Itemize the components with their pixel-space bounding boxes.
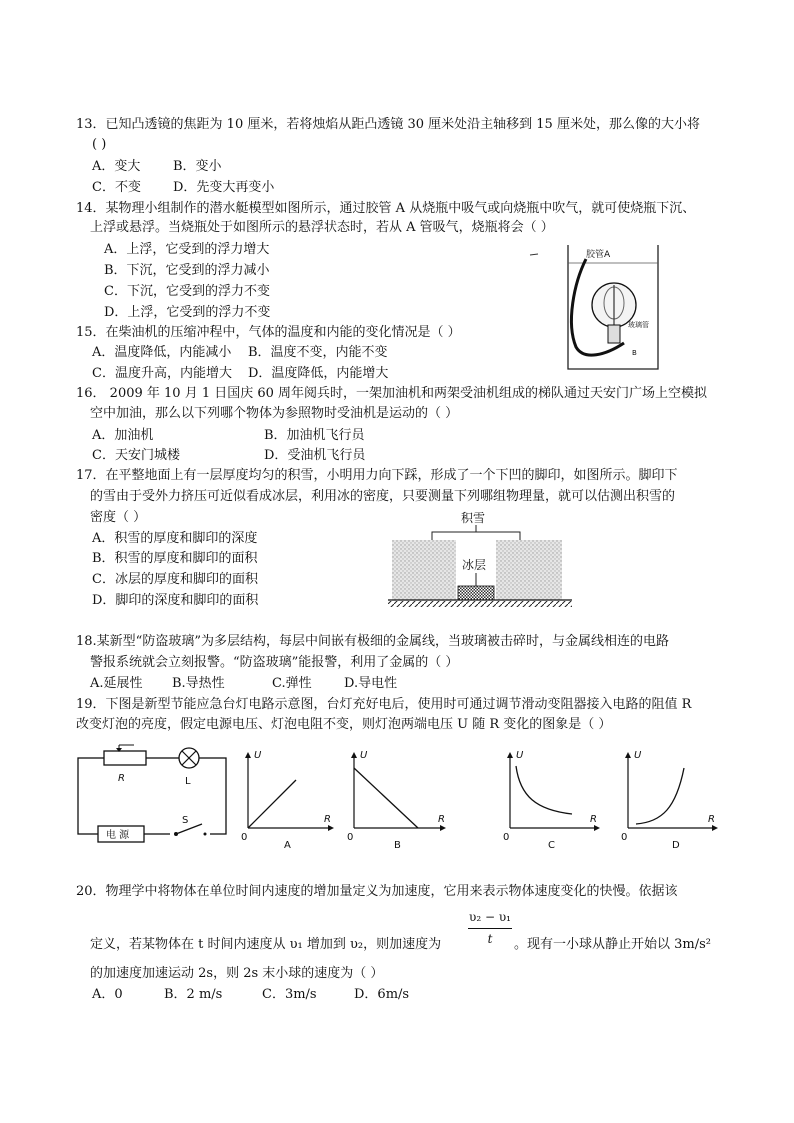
q17-option-b[interactable]: B．积雪的厚度和脚印的面积 bbox=[92, 551, 258, 566]
q14-option-c[interactable]: C．下沉，它受到的浮力不变 bbox=[104, 284, 270, 299]
graph-c bbox=[502, 744, 606, 852]
submarine-model-figure bbox=[528, 243, 660, 373]
acceleration-formula-denominator: t bbox=[487, 932, 493, 946]
ice-label: 冰层 bbox=[462, 558, 487, 572]
q19-stem-line1: 19．下图是新型节能应急台灯电路示意图，台灯充好电后，使用时可通过调节滑动变阻器接入电路的阻值 R bbox=[76, 697, 692, 712]
graph-b-caption[interactable]: B bbox=[394, 840, 401, 851]
q15-option-a[interactable]: A．温度降低，内能减小 bbox=[92, 345, 232, 360]
graph-a bbox=[240, 744, 340, 852]
q20-option-b[interactable]: B．2 m/s bbox=[164, 987, 223, 1002]
q20-option-c[interactable]: C．3m/s bbox=[262, 987, 317, 1002]
q16-option-b[interactable]: B．加油机飞行员 bbox=[264, 428, 365, 443]
q20-stem-line2-pre: 定义，若某物体在 t 时间内速度从 υ₁ 增加到 υ₂，则加速度为 bbox=[90, 937, 442, 952]
q19-stem-line2: 改变灯泡的亮度，假定电源电压、灯泡电阻不变，则灯泡两端电压 U 随 R 变化的图象是（ ） bbox=[76, 717, 612, 732]
tube-a-label: 胶管A bbox=[586, 250, 611, 260]
q17-stem-line2: 的雪由于受外力挤压可近似看成冰层，利用冰的密度，只要测量下列哪组物理量，就可以估测出积雪的 bbox=[90, 489, 676, 504]
q17-option-c[interactable]: C．冰层的厚度和脚印的面积 bbox=[92, 572, 258, 587]
q14-stem-line2: 上浮或悬浮。当烧瓶处于如图所示的悬浮状态时，若从 A 管吸气，烧瓶将会（ ） bbox=[90, 220, 554, 235]
q13-option-a[interactable]: A．变大 bbox=[92, 159, 141, 174]
q17-stem-line3: 密度（ ） bbox=[90, 510, 147, 525]
q17-stem-line1: 17．在平整地面上有一层厚度均匀的积雪，小明用力向下踩，形成了一个下凹的脚印，如图所示。脚印下 bbox=[76, 468, 678, 483]
acceleration-formula-numerator: υ₂ − υ₁ bbox=[469, 910, 511, 924]
q16-stem-line1: 16． 2009 年 10 月 1 日国庆 60 周年阅兵时，一架加油机和两架受油机组成的梯队通过天安门广场上空模拟 bbox=[76, 386, 708, 401]
graph-a-origin: 0 bbox=[241, 832, 248, 843]
lamp-circuit-figure bbox=[74, 744, 238, 848]
graph-c-r-label: R bbox=[590, 814, 597, 825]
resistor-label: R bbox=[118, 773, 125, 784]
graph-d-caption[interactable]: D bbox=[672, 840, 680, 851]
q18-option-a[interactable]: A.延展性 bbox=[90, 676, 143, 691]
q14-option-a[interactable]: A．上浮，它受到的浮力增大 bbox=[104, 242, 270, 257]
q16-option-a[interactable]: A．加油机 bbox=[92, 428, 154, 443]
graph-d-origin: 0 bbox=[621, 832, 628, 843]
graph-a-u-label: U bbox=[254, 750, 262, 761]
q13-stem-line1: 13．已知凸透镜的焦距为 10 厘米，若将烛焰从距凸透镜 30 厘米处沿主轴移到 15 厘米处，那么像的大小将 bbox=[76, 117, 700, 132]
q15-option-d[interactable]: D．温度降低，内能增大 bbox=[248, 366, 389, 381]
fraction-bar bbox=[468, 928, 512, 929]
q20-stem-line3: 的加速度加速运动 2s，则 2s 末小球的速度为（ ） bbox=[90, 966, 384, 981]
graph-c-u-label: U bbox=[516, 750, 524, 761]
q17-option-d[interactable]: D．脚印的深度和脚印的面积 bbox=[92, 593, 259, 608]
graph-b bbox=[346, 744, 452, 852]
q16-option-d[interactable]: D．受油机飞行员 bbox=[264, 448, 366, 463]
q16-option-c[interactable]: C．天安门城楼 bbox=[92, 448, 180, 463]
graph-b-r-label: R bbox=[438, 814, 445, 825]
q18-option-c[interactable]: C.弹性 bbox=[272, 676, 312, 691]
graph-c-origin: 0 bbox=[503, 832, 510, 843]
q14-option-b[interactable]: B．下沉，它受到的浮力减小 bbox=[104, 263, 270, 278]
q14-option-d[interactable]: D．上浮，它受到的浮力不变 bbox=[104, 305, 271, 320]
q13-option-d[interactable]: D．先变大再变小 bbox=[173, 180, 275, 195]
q15-option-c[interactable]: C．温度升高，内能增大 bbox=[92, 366, 232, 381]
graph-a-r-label: R bbox=[324, 814, 331, 825]
graph-c-caption[interactable]: C bbox=[548, 840, 555, 851]
snow-footprint-figure bbox=[388, 508, 574, 612]
q18-stem-line1: 18.某新型“防盗玻璃”为多层结构，每层中间嵌有极细的金属线，当玻璃被击碎时，与金属线相连的电路 bbox=[76, 634, 669, 649]
q20-stem-line1: 20．物理学中将物体在单位时间内速度的增加量定义为加速度，它用来表示物体速度变化的快慢。依据该 bbox=[76, 884, 678, 899]
graph-d-r-label: R bbox=[708, 814, 715, 825]
graph-a-caption[interactable]: A bbox=[284, 840, 291, 851]
q20-option-a[interactable]: A．0 bbox=[92, 987, 123, 1002]
q18-option-b[interactable]: B.导热性 bbox=[172, 676, 225, 691]
graph-b-origin: 0 bbox=[347, 832, 354, 843]
q18-option-d[interactable]: D.导电性 bbox=[344, 676, 398, 691]
glass-tube-label: 玻璃管 bbox=[628, 321, 649, 329]
tube-b-label: B bbox=[632, 349, 637, 357]
q20-option-d[interactable]: D．6m/s bbox=[354, 987, 410, 1002]
snow-label: 积雪 bbox=[461, 511, 486, 525]
q18-stem-line2: 警报系统就会立刻报警。“防盗玻璃”能报警，利用了金属的（ ） bbox=[90, 655, 459, 670]
q15-stem: 15．在柴油机的压缩冲程中，气体的温度和内能的变化情况是（ ） bbox=[76, 325, 461, 340]
q20-stem-line2-post: 。现有一小球从静止开始以 3m/s² bbox=[514, 937, 711, 952]
q15-option-b[interactable]: B．温度不变，内能不变 bbox=[248, 345, 388, 360]
lamp-label: L bbox=[185, 776, 191, 787]
q13-option-b[interactable]: B．变小 bbox=[173, 159, 222, 174]
rheostat-icon bbox=[104, 751, 146, 765]
q16-stem-line2: 空中加油，那么以下列哪个物体为参照物时受油机是运动的（ ） bbox=[90, 406, 459, 421]
power-source-label: 电 源 bbox=[106, 830, 130, 841]
q13-option-c[interactable]: C．不变 bbox=[92, 180, 141, 195]
q17-option-a[interactable]: A．积雪的厚度和脚印的深度 bbox=[92, 531, 258, 546]
graph-d-u-label: U bbox=[634, 750, 642, 761]
q14-stem-line1: 14．某物理小组制作的潜水艇模型如图所示，通过胶管 A 从烧瓶中吸气或向烧瓶中吹气，就可使烧瓶下沉、 bbox=[76, 201, 696, 216]
graph-d bbox=[620, 744, 724, 852]
graph-b-u-label: U bbox=[360, 750, 368, 761]
switch-label: S bbox=[182, 815, 189, 826]
q13-answer-paren: ( ) bbox=[92, 137, 107, 152]
